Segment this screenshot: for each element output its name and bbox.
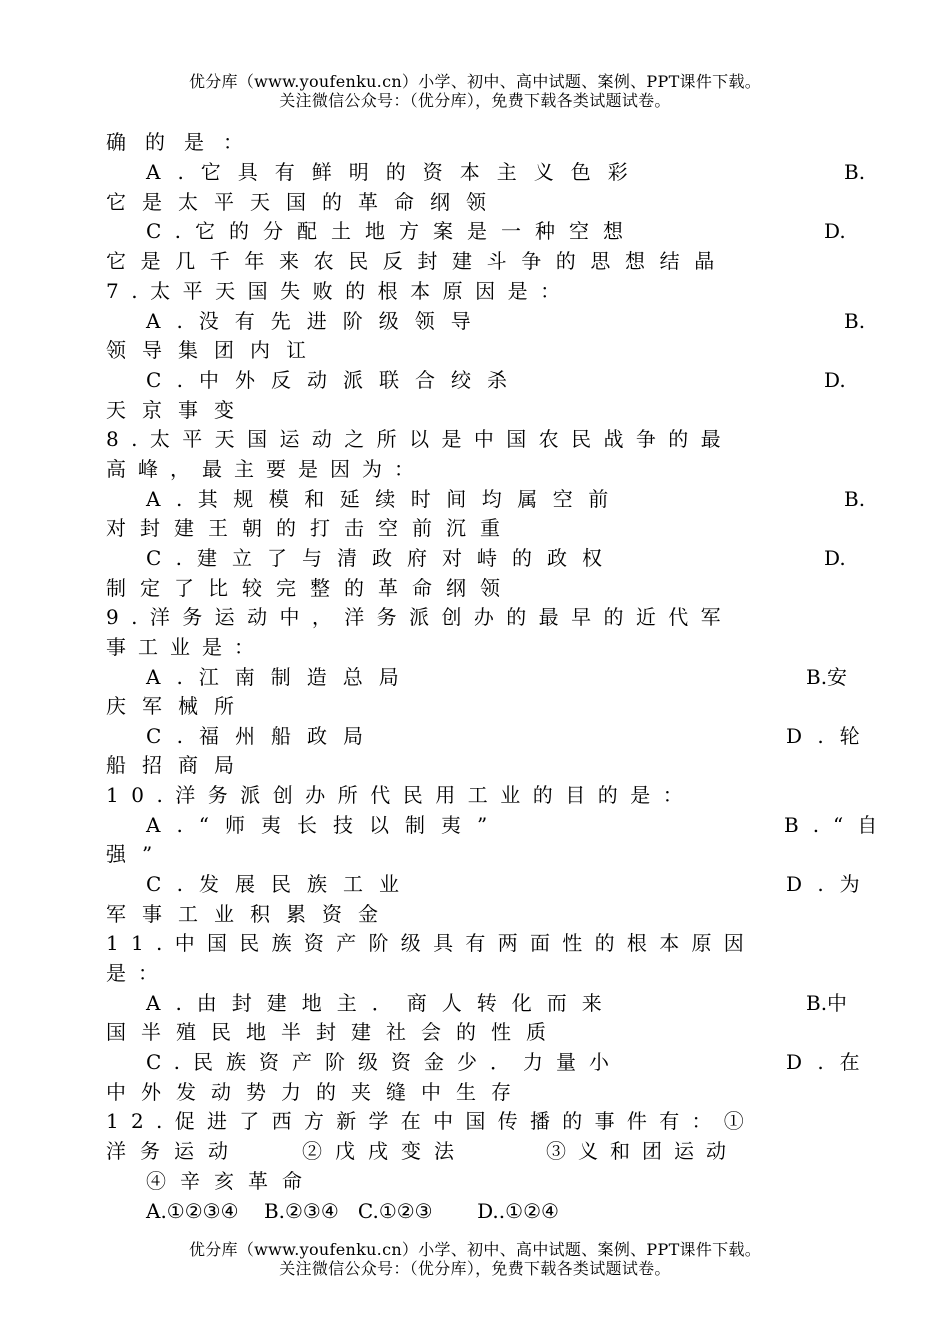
option-b-label: B.中: [806, 991, 848, 1015]
line-text: 庆军械所: [106, 694, 250, 718]
line-text: 高峰，最主要是因为：: [106, 457, 426, 481]
text-line: [106, 899, 849, 929]
page-header: [0, 72, 950, 110]
text-line: [106, 246, 849, 276]
text-line: [106, 958, 849, 988]
header-line-1: 优分库（www.youfenku.cn）小学、初中、高中试题、案例、PPT课件下载。: [188, 72, 762, 91]
header-line-2: 关注微信公众号：（优分库），免费下载各类试题试卷。: [279, 91, 671, 110]
line-text: 它是太平天国的革命纲领: [106, 190, 502, 214]
option-line: [146, 1047, 876, 1077]
event-1: 洋务运动: [106, 1139, 242, 1163]
answer-options: A.①②③④ B.②③④ C.①②③ D..①②④: [146, 1199, 559, 1223]
line-text: 船招商局: [106, 753, 250, 777]
option-c: C.中外反动派联合绞杀: [146, 368, 523, 392]
text-line: [106, 335, 849, 365]
option-d-label: D.在: [786, 1050, 876, 1074]
event-list-line: [146, 1166, 849, 1196]
line-text: 军事工业积累资金: [106, 902, 394, 926]
text-line: [106, 839, 849, 869]
line-text: 它是几千年来农民反封建斗争的思想结晶: [106, 249, 729, 273]
text-line: [106, 187, 849, 217]
option-a: A.它具有鲜明的资本主义色彩: [146, 160, 645, 184]
option-b-label: B.“自: [784, 813, 892, 837]
text-line: [106, 691, 849, 721]
option-line: [146, 988, 849, 1018]
option-line: [146, 306, 866, 336]
option-line: [146, 543, 849, 573]
line-text: 8.太平天国运动之所以是中国农民战争的最: [106, 427, 734, 451]
option-d-label: D.轮: [786, 724, 876, 748]
text-line: [106, 1017, 849, 1047]
question-12-stem: [106, 1106, 849, 1136]
line-text: 是：: [106, 961, 170, 985]
footer-line-1: 优分库（www.youfenku.cn）小学、初中、高中试题、案例、PPT课件下载。: [188, 1240, 762, 1259]
line-text: 强”: [106, 842, 169, 866]
option-c: C.它的分配土地方案是一种空想: [146, 219, 637, 243]
option-line: [146, 869, 876, 899]
option-d-label: D.: [824, 368, 846, 392]
option-b-label: B.: [844, 309, 866, 333]
option-line: [146, 721, 876, 751]
option-d-label: D.: [824, 219, 846, 243]
text-line: [106, 632, 849, 662]
event-list-line: [106, 1136, 849, 1166]
line-text: 10.洋务派创办所代民用工业的目的是：: [106, 783, 696, 807]
line-text: 对封建王朝的打击空前沉重: [106, 516, 514, 540]
question-8-stem: [106, 424, 849, 454]
option-line: [146, 157, 866, 187]
option-b-label: B.安: [806, 665, 848, 689]
text-line: [106, 513, 849, 543]
option-line: [146, 662, 849, 692]
line-text: 制定了比较完整的革命纲领: [106, 576, 514, 600]
option-d-label: D.: [824, 546, 846, 570]
line-text: 天京事变: [106, 398, 250, 422]
page-footer: [0, 1240, 950, 1278]
line-text: 9.洋务运动中，洋务派创办的最早的近代军: [106, 605, 734, 629]
event-4: ④辛亥革命: [146, 1169, 316, 1193]
option-c: C.建立了与清政府对峙的政权: [146, 546, 617, 570]
option-a: A.“师夷长技以制夷”: [146, 813, 504, 837]
option-line: [146, 810, 892, 840]
option-a: A.没有先进阶级领导: [146, 309, 487, 333]
option-line: [146, 365, 849, 395]
option-c: C.发展民族工业: [146, 872, 415, 896]
text-line: [106, 127, 849, 157]
line-text: 国半殖民地半封建社会的性质: [106, 1020, 561, 1044]
text-line: [106, 750, 849, 780]
line-text: 确的是：: [106, 130, 262, 154]
line-text: 7.太平天国失败的根本原因是：: [106, 279, 573, 303]
text-line: [106, 454, 849, 484]
option-line: [146, 216, 849, 246]
option-line: [146, 484, 866, 514]
line-text: 领导集团内讧: [106, 338, 322, 362]
text-line: [106, 395, 849, 425]
line-text: 事工业是：: [106, 635, 266, 659]
line-text: 中外发动势力的夹缝中生存: [106, 1080, 526, 1104]
event-2: ②戊戌变法: [302, 1139, 467, 1163]
option-d-label: D.为: [786, 872, 876, 896]
line-text: 11.中国民族资产阶级具有两面性的根本原因: [106, 931, 757, 955]
question-11-stem: [106, 928, 849, 958]
option-c: C.福州船政局: [146, 724, 379, 748]
answer-options-line: [146, 1196, 849, 1226]
option-b-label: B.: [844, 487, 866, 511]
question-9-stem: [106, 602, 849, 632]
line-text: 12.促进了西方新学在中国传播的事件有：①: [106, 1109, 757, 1133]
event-3: ③义和团运动: [546, 1139, 738, 1163]
text-line: [106, 573, 849, 603]
question-7-stem: [106, 276, 849, 306]
option-a: A.由封建地主．商人转化而来: [146, 991, 617, 1015]
option-a: A.江南制造总局: [146, 665, 415, 689]
option-a: A.其规模和延续时间均属空前: [146, 487, 624, 511]
option-b-label: B.: [844, 160, 866, 184]
text-line: [106, 1077, 849, 1107]
option-c: C.民族资产阶级资金少．力量小: [146, 1050, 622, 1074]
question-10-stem: [106, 780, 849, 810]
footer-line-2: 关注微信公众号：（优分库），免费下载各类试题试卷。: [279, 1259, 671, 1278]
